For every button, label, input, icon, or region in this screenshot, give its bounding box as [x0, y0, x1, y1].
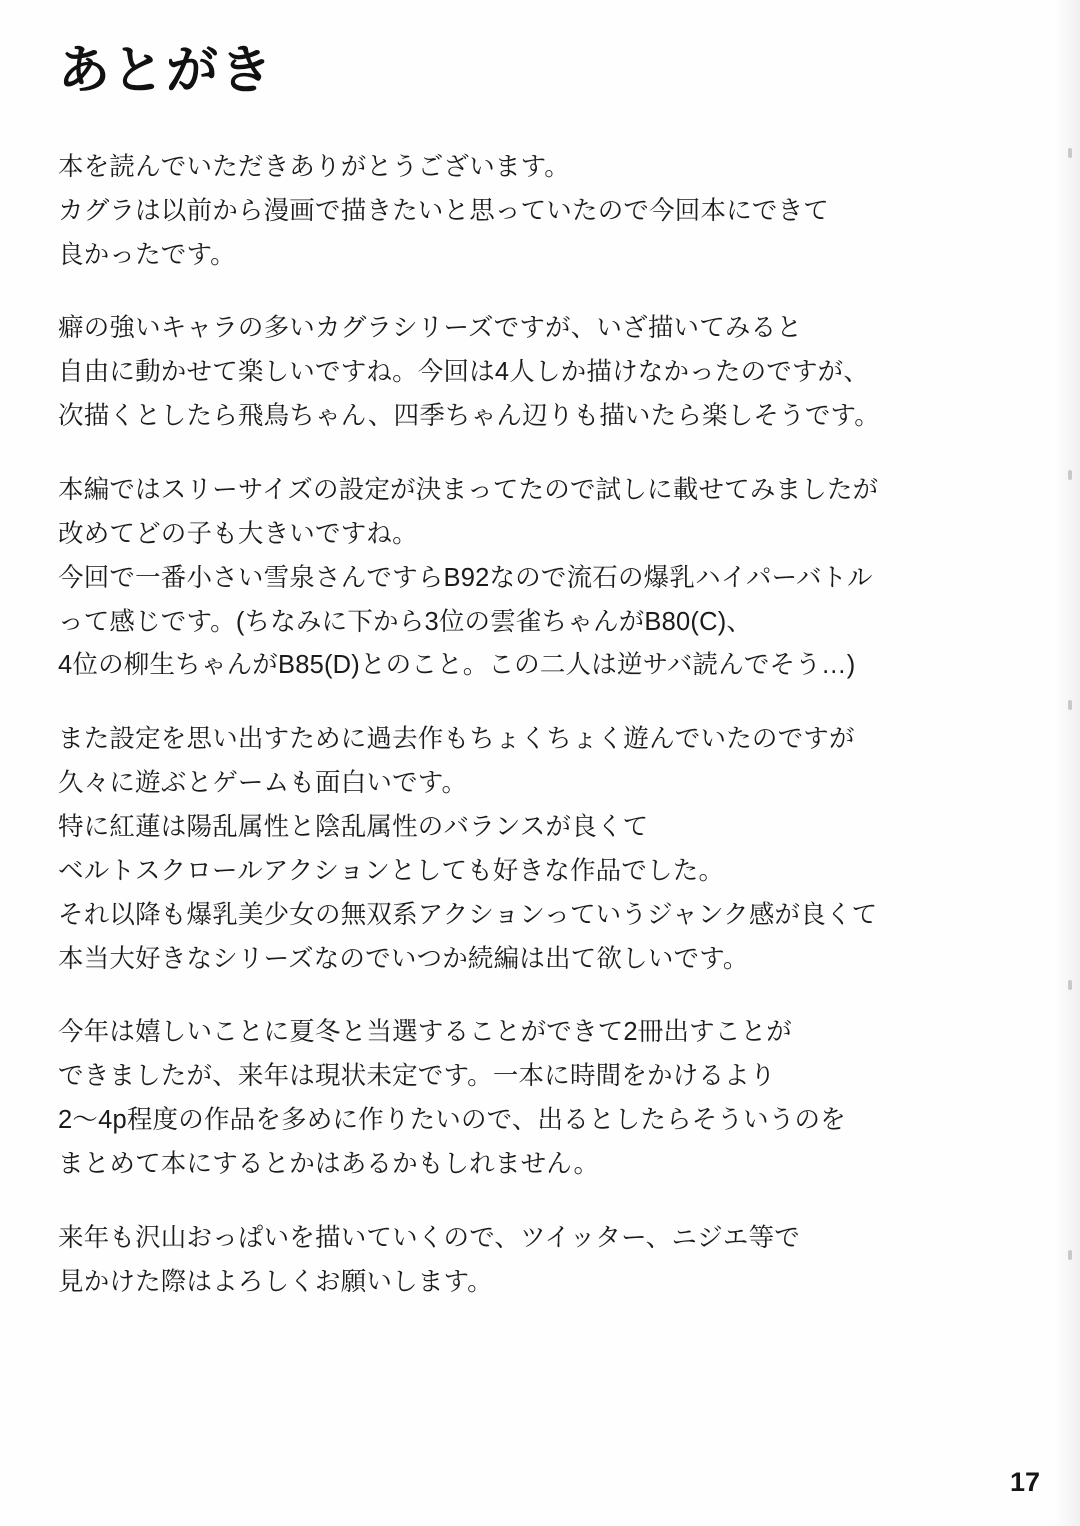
paragraph-line: 4位の柳生ちゃんがB85(D)とのこと。この二人は逆サバ読んでそう…) [58, 651, 856, 680]
paragraph-4 [58, 718, 988, 981]
page-edge-mark [1068, 980, 1072, 990]
page-edge-mark [1068, 470, 1072, 480]
paragraph-line: 本当大好きなシリーズなのでいつか続編は出て欲しいです。 [58, 944, 749, 973]
paragraph-5 [58, 1011, 988, 1186]
page-edge-mark [1068, 148, 1072, 158]
paragraph-line: 特に紅蓮は陽乱属性と陰乱属性のバランスが良くて [58, 812, 649, 841]
paragraph-line: 見かけた際はよろしくお願いします。 [58, 1267, 493, 1296]
paragraph-line: 良かったです。 [58, 240, 236, 269]
paragraph-line: 自由に動かせて楽しいですね。今回は4人しか描けなかったのですが、 [58, 358, 870, 387]
paragraph-line: 今回で一番小さい雪泉さんですらB92なので流石の爆乳ハイパーバトル [58, 563, 873, 592]
paragraph-line: ベルトスクロールアクションとしても好きな作品でした。 [58, 856, 725, 885]
page-number: 17 [1009, 1467, 1040, 1497]
page-title: あとがき [58, 42, 275, 100]
page-edge-shading [1054, 0, 1080, 1526]
afterword-content [58, 42, 988, 1335]
paragraph-line: カグラは以前から漫画で描きたいと思っていたので今回本にできて [58, 196, 830, 225]
paragraph-6 [58, 1217, 988, 1305]
paragraph-line: 今年は嬉しいことに夏冬と当選することができて2冊出すことが [58, 1018, 792, 1047]
paragraph-line: まとめて本にするとかはあるかもしれません。 [58, 1149, 600, 1178]
page-edge-mark [1068, 700, 1072, 710]
paragraph-line: 久々に遊ぶとゲームも面白いです。 [58, 769, 468, 798]
paragraph-line: 本編ではスリーサイズの設定が決まってたので試しに載せてみましたが [58, 475, 879, 504]
paragraph-line: 癖の強いキャラの多いカグラシリーズですが、いざ描いてみると [58, 314, 803, 343]
paragraph-3 [58, 469, 988, 688]
paragraph-line: それ以降も爆乳美少女の無双系アクションっていうジャンク感が良くて [58, 900, 878, 929]
paragraph-line: 次描くとしたら飛鳥ちゃん、四季ちゃん辺りも描いたら楽しそうです。 [58, 402, 880, 431]
paragraph-line: って感じです。(ちなみに下から3位の雲雀ちゃんがB80(C)、 [58, 607, 753, 636]
paragraph-line: できましたが、来年は現状未定です。一本に時間をかけるより [58, 1062, 776, 1091]
paragraph-line: 本を読んでいただきありがとうございます。 [58, 152, 570, 181]
paragraph-2 [58, 307, 988, 439]
paragraph-1 [58, 146, 988, 278]
paragraph-line: 来年も沢山おっぱいを描いていくので、ツイッター、ニジエ等で [58, 1223, 800, 1252]
paragraph-line: 2〜4p程度の作品を多めに作りたいので、出るとしたらそういうのを [58, 1106, 846, 1135]
paragraph-line: また設定を思い出すために過去作もちょくちょく遊んでいたのですが [58, 725, 855, 754]
paragraph-line: 改めてどの子も大きいですね。 [58, 519, 418, 548]
page-edge-mark [1068, 1250, 1072, 1260]
